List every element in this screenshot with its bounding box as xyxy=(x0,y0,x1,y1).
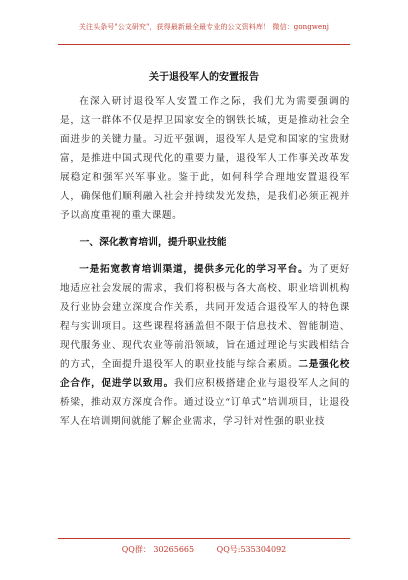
footer xyxy=(0,544,408,555)
section-paragraph xyxy=(60,260,350,431)
intro-paragraph: 在深入研讨退役军人安置工作之际，我们尤为需要强调的是，这一群体不仅是捍卫国家安全的钢铁长城，更是推动社会全面进步的关键力量。习近平强调，退役军人是党和国家的宝贵财富，是推进中国式现代化的重要力量，退役军人工作事关改革发展稳定和强军兴军事业。鉴于此，如何科学合理地安置退役军人，确保他们顺利融入社会并持续发光发热，是我们必须正视并予以高度重视的重大课题。 xyxy=(60,96,350,221)
section-heading: 一、深化教育培训，提升职业技能 xyxy=(79,237,227,248)
header-note: 关注头条号"公文研究"，获得最新最全最专业的公文资料库！ 微信：gongwenj xyxy=(78,23,330,31)
footer-divider xyxy=(58,538,350,539)
point-one-heading: 一是拓宽教育培训渠道，提供多元化的学习平台。 xyxy=(79,264,309,275)
footer-qq-group: QQ群： 30265665 xyxy=(121,545,195,554)
footer-qq-number: QQ号:535304092 xyxy=(216,545,287,554)
document-body xyxy=(60,92,350,439)
point-two-text: 我们应积极搭建企业与退役军人之间的桥梁，推动双方深度合作。通过设立“订单式”培训项目，让退役军人在培训期间就能了解企业需求，学习针对性强的职业技 xyxy=(60,378,350,427)
header-divider xyxy=(58,44,350,45)
point-two-heading: 二是强化校企合作，促进学以致用。 xyxy=(60,359,350,389)
document-title: 关于退役军人的安置报告 xyxy=(149,72,259,83)
point-one-text: 为了更好地适应社会发展的需求，我们将积极与各大高校、职业培训机构及行业协会建立深度合作关系，共同开发适合退役军人的特色课程与实训项目。这些课程将涵盖但不限于信息技术、智能制造、现代服务业、现代农业等前沿领域，旨在通过理论与实践相结合的方式，全面提升退役军人的职业技能与综合素质。 xyxy=(60,264,350,370)
